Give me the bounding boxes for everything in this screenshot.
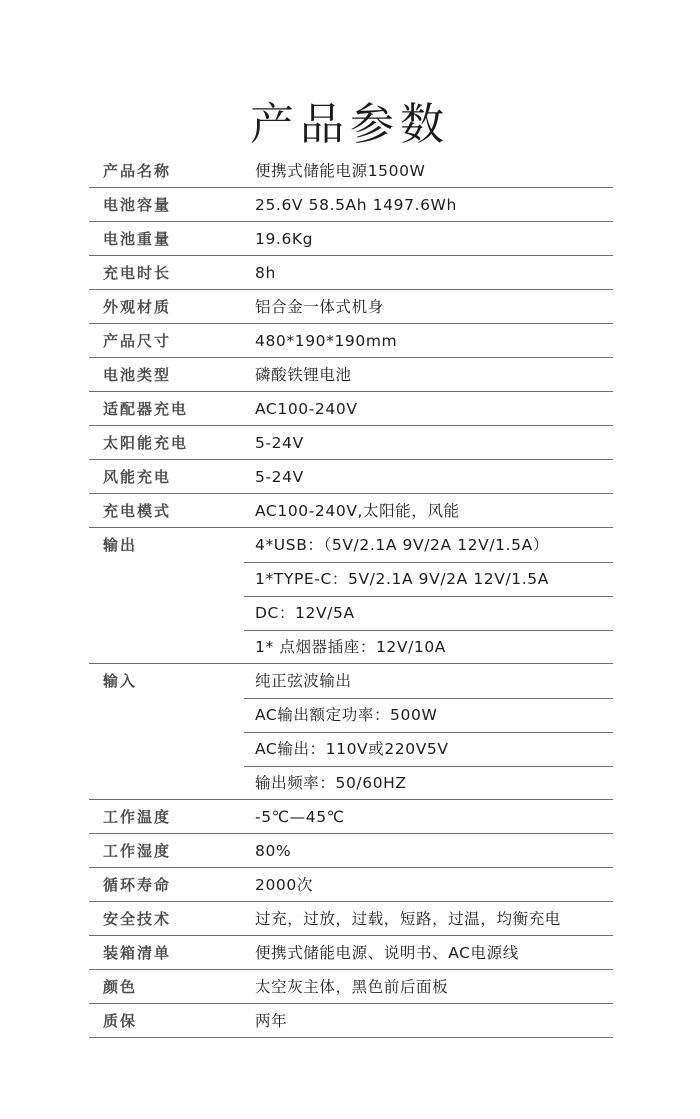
spec-table: [89, 154, 613, 1038]
spec-value: 1* 点烟器插座：12V/10A: [255, 638, 447, 656]
spec-row: [89, 562, 613, 596]
spec-row: [89, 868, 613, 902]
spec-value: 19.6Kg: [255, 230, 314, 248]
spec-label: 安全技术: [103, 910, 172, 928]
spec-value: 便携式储能电源、说明书、AC电源线: [255, 944, 519, 962]
spec-value: 480*190*190mm: [255, 332, 398, 350]
spec-row: [89, 732, 613, 766]
spec-row: [89, 324, 613, 358]
spec-value: 便携式储能电源1500W: [255, 162, 426, 180]
spec-label: 输出: [103, 536, 138, 554]
spec-label: 电池重量: [103, 230, 172, 248]
spec-row: [89, 902, 613, 936]
spec-label: 输入: [103, 672, 138, 690]
spec-row: [89, 698, 613, 732]
spec-value: 25.6V 58.5Ah 1497.6Wh: [255, 196, 457, 214]
spec-row: [89, 256, 613, 290]
spec-label: 充电模式: [103, 502, 172, 520]
spec-value: 5-24V: [255, 434, 304, 452]
spec-row: [89, 630, 613, 664]
spec-value: 铝合金一体式机身: [255, 298, 384, 316]
spec-label: 循环寿命: [103, 876, 172, 894]
spec-row: [89, 766, 613, 800]
spec-value: 1*TYPE-C：5V/2.1A 9V/2A 12V/1.5A: [255, 570, 549, 588]
spec-row: [89, 834, 613, 868]
spec-value: -5℃—45℃: [255, 808, 345, 826]
spec-value: DC：12V/5A: [255, 604, 355, 622]
spec-row: [89, 596, 613, 630]
spec-value: 输出频率：50/60HZ: [255, 774, 407, 792]
spec-value: AC输出额定功率：500W: [255, 706, 438, 724]
spec-value: 过充，过放，过载，短路，过温，均衡充电: [255, 910, 561, 928]
spec-value: 太空灰主体，黑色前后面板: [255, 978, 449, 996]
spec-label: 外观材质: [103, 298, 172, 316]
spec-row: [89, 800, 613, 834]
spec-value: 8h: [255, 264, 276, 282]
page-title: 产品参数: [250, 99, 450, 151]
spec-value: 80%: [255, 842, 292, 860]
spec-label: 颜色: [103, 978, 138, 996]
spec-label: 质保: [103, 1012, 138, 1030]
spec-value: AC100-240V,太阳能，风能: [255, 502, 460, 520]
spec-label: 工作温度: [103, 808, 172, 826]
spec-row: [89, 290, 613, 324]
spec-label: 工作湿度: [103, 842, 172, 860]
spec-value: 2000次: [255, 876, 313, 894]
spec-row: [89, 970, 613, 1004]
spec-value: 4*USB：（5V/2.1A 9V/2A 12V/1.5A）: [255, 536, 549, 554]
spec-label: 太阳能充电: [103, 434, 189, 452]
spec-label: 装箱清单: [103, 944, 172, 962]
spec-row: [89, 154, 613, 188]
spec-label: 电池容量: [103, 196, 172, 214]
spec-row: [89, 528, 613, 562]
spec-label: 产品名称: [103, 162, 172, 180]
spec-row: [89, 392, 613, 426]
spec-label: 风能充电: [103, 468, 172, 486]
spec-row: [89, 936, 613, 970]
spec-label: 充电时长: [103, 264, 172, 282]
spec-row: [89, 222, 613, 256]
spec-value: 纯正弦波输出: [255, 672, 352, 690]
spec-row: [89, 494, 613, 528]
spec-label: 适配器充电: [103, 400, 189, 418]
spec-row: [89, 664, 613, 698]
spec-value: 5-24V: [255, 468, 304, 486]
spec-row: [89, 1004, 613, 1038]
spec-value: AC100-240V: [255, 400, 358, 418]
spec-row: [89, 426, 613, 460]
spec-row: [89, 188, 613, 222]
spec-value: 两年: [255, 1012, 288, 1030]
spec-label: 电池类型: [103, 366, 172, 384]
spec-label: 产品尺寸: [103, 332, 172, 350]
spec-value: 磷酸铁锂电池: [255, 366, 352, 384]
spec-row: [89, 358, 613, 392]
spec-value: AC输出：110V或220V5V: [255, 740, 449, 758]
spec-row: [89, 460, 613, 494]
